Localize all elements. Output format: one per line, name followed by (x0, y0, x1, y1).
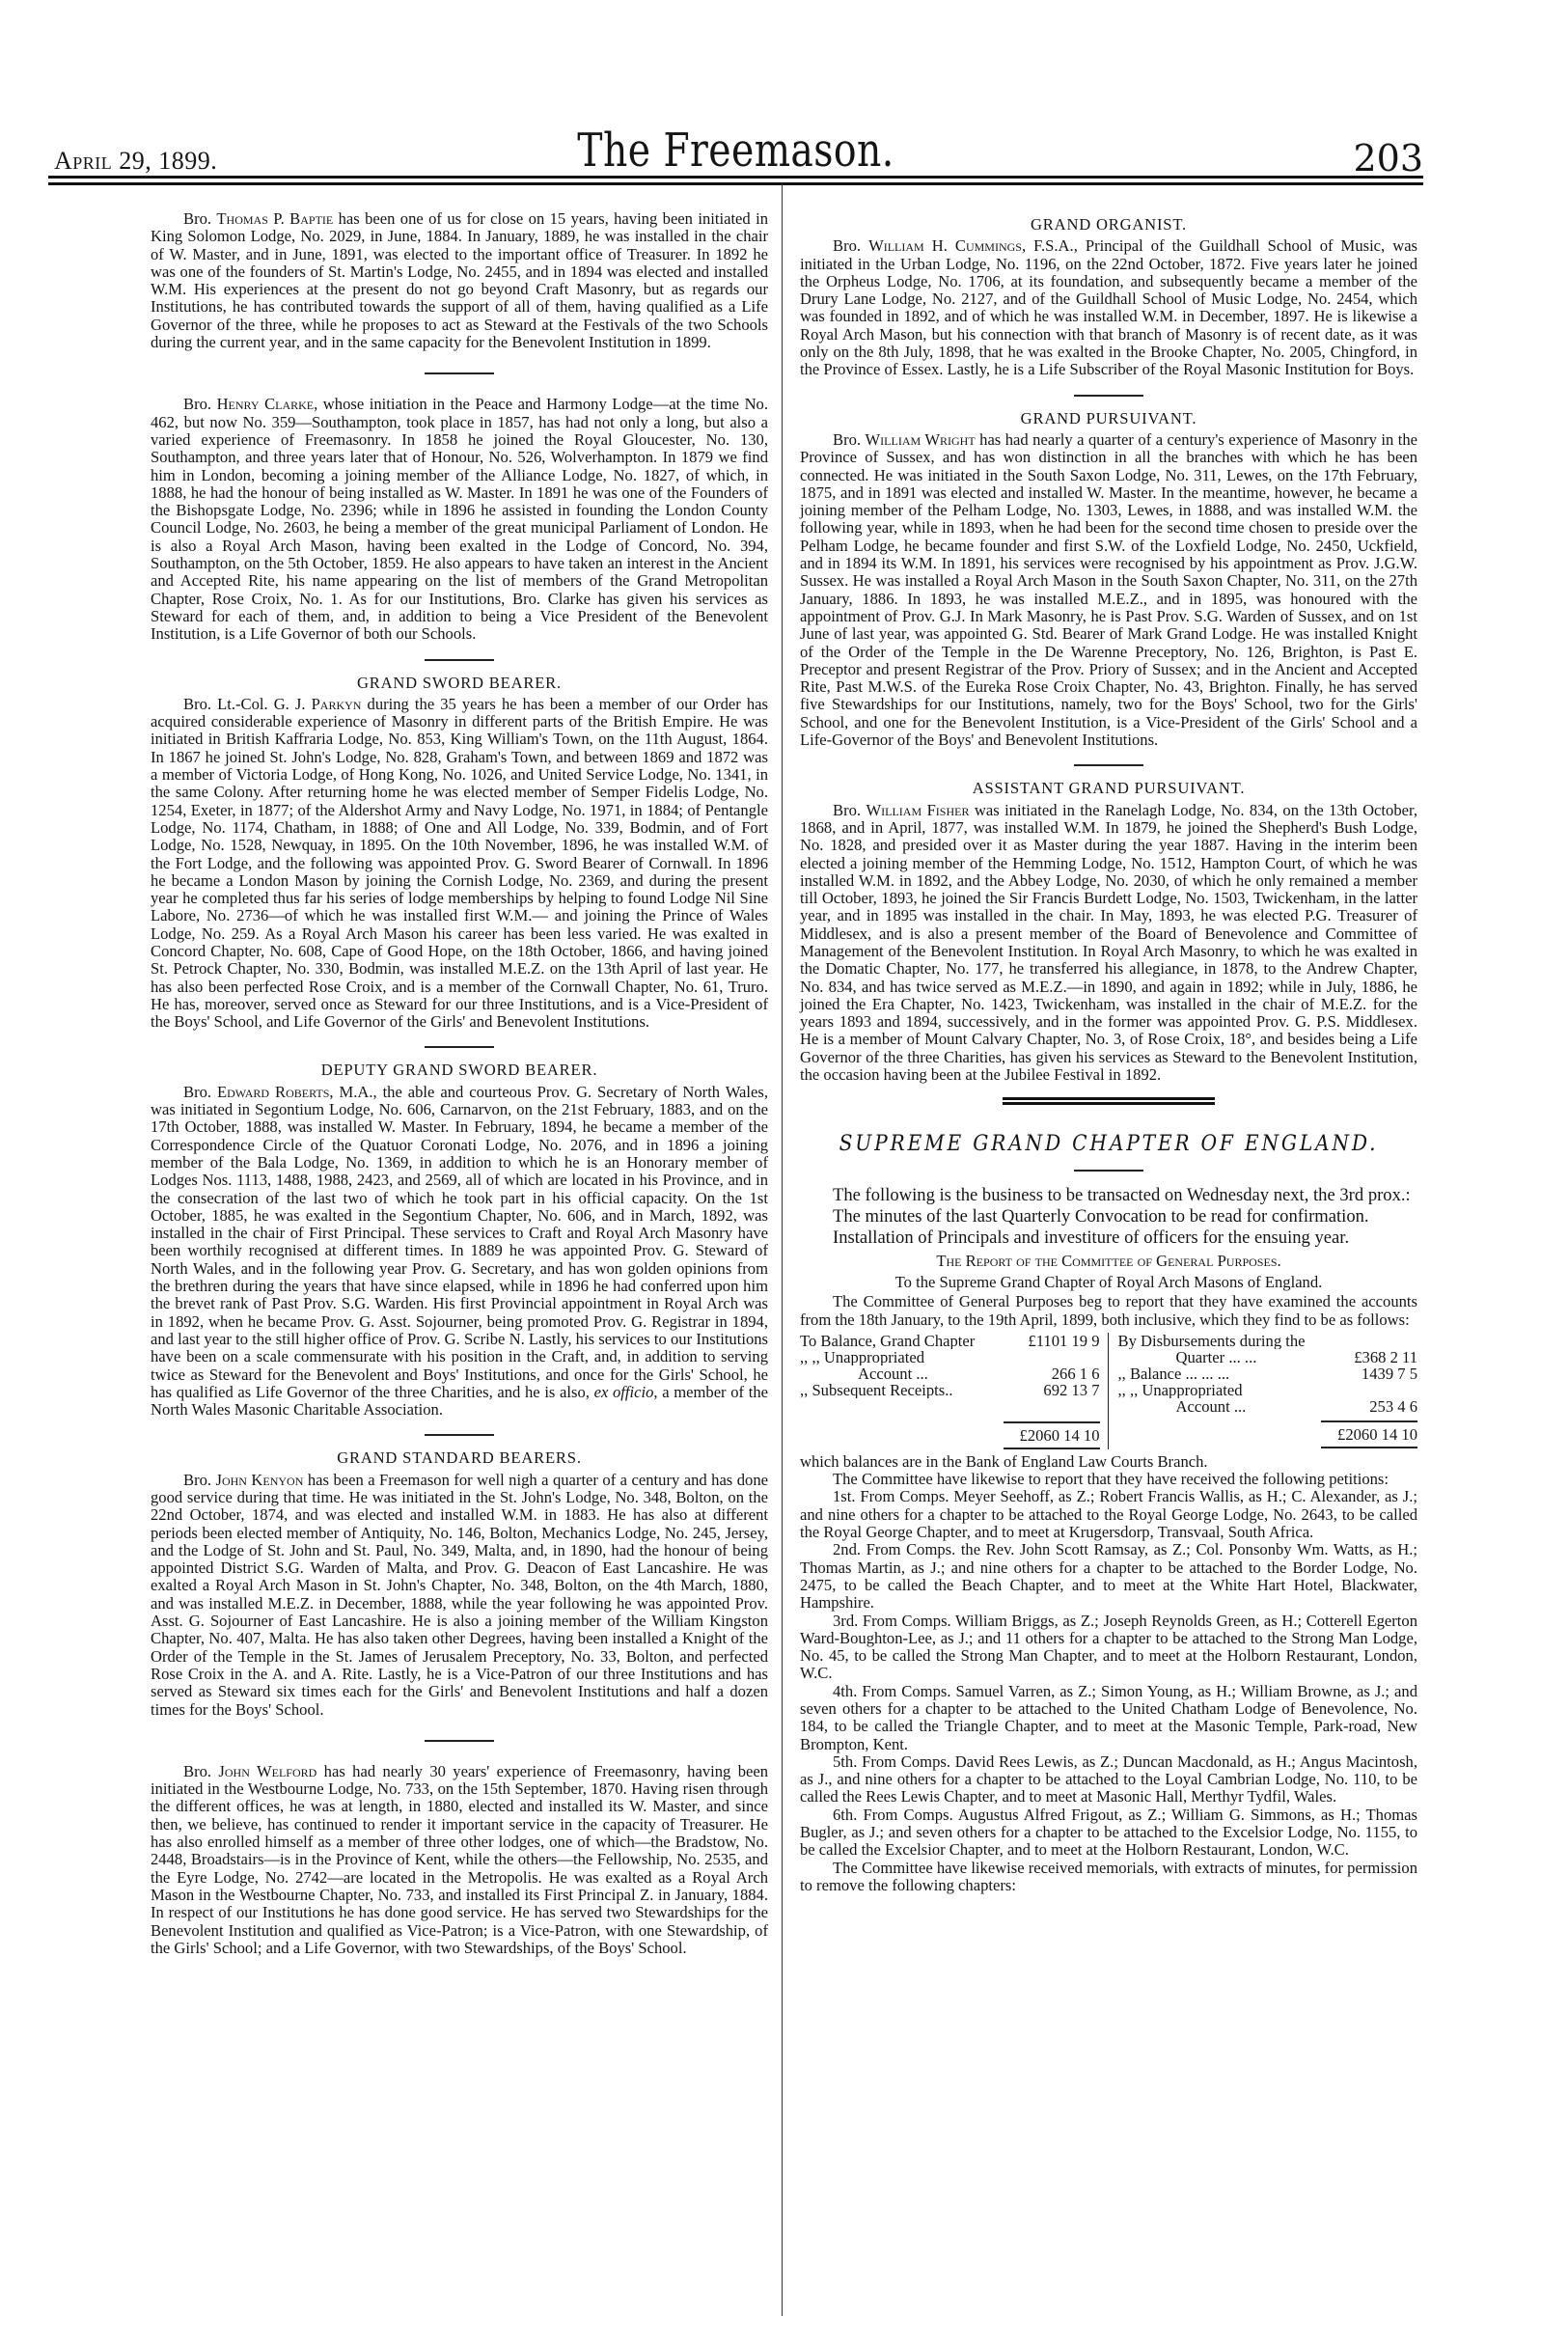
article-body: , F.S.A., Principal of the Guildhall School of Music, was initiated in the Urban Lodge, No. 1196, on the 22nd October, 1872. Five years later he joined the Orpheus Lodge, No. 1706, at its foundation, and subsequently became a member of the Drury Lane Lodge, No. 2127, and of the Guildhall School of Music Lodge, No. 2454, which was founded in 1892, and of which he was installed W.M. in December, 1897. He is likewise a Royal Arch Mason, but his connection with that branch of Masonry is of recent date, as it was only on the 8th July, 1898, that he was exalted in the Brooke Chapter, No. 2005, Chingford, in the Province of Essex. Lastly, he is a Life Subscriber of the Royal Masonic Institution for Boys. (800, 236, 1418, 379)
article-body: , M.A., the able and courteous Prov. G. Secretary of North Wales, was initiated in Segontium Lodge, No. 606, Carnarvon, on the 21st February, 1883, and on the 17th October, 1888, was installed W. Master. In February, 1894, he became a member of the Correspondence Circle of the Quatuor Coronati Lodge, No. 2076, and in 1896 a joining member of the Bala Lodge, No. 1369, in addition to which he is an Honorary member of Lodges Nos. 1113, 1488, 1988, 2423, and 2569, all of which are located in his Province, and in the consecration of the last two of which he took part in his official capacity. On the 1st October, 1885, he was exalted in the Segontium Chapter, No. 606, and in March, 1892, was installed in the chair of First Principal. These services to Craft and Royal Arch Masonry have been worthily recognised at different times. In 1889 he was appointed Prov. G. Steward of North Wales, and in the following year Prov. G. Secretary, and has won golden opinions from the brethren during the years that have since elapsed, while in 1896 he had conferred upon him the brevet rank of Past Prov. S.G. Warden. His first Provincial appointment in Royal Arch was in 1892, when he became Prov. G. Asst. Sojourner, being promoted Prov. G. Registrar in 1894, and last year to the still higher office of Prov. G. Scribe N. Lastly, his services to our Institutions have been on a scale commensurate with his position in the Craft, and, in addition to serving twice as Steward for the Benevolent and Boys' Institutions, and once for the Girls' School, he has qualified as Life Governor of the three Charities, and he is also, (151, 1082, 769, 1401)
business-intro: The following is the business to be transacted on Wednesday next, the 3rd prox.: (833, 1184, 1411, 1205)
article-roberts (151, 1084, 768, 1420)
account-label: Account ... (1175, 1397, 1247, 1415)
bro-prefix: Bro. Lt.-Col. G. J. (183, 694, 312, 713)
account-amount (1321, 1333, 1417, 1349)
section-separator (1074, 764, 1143, 766)
report-title: The Report of the Committee of General Purposes. (936, 1251, 1281, 1270)
account-label: ,, Balance ... ... ... (1117, 1365, 1230, 1382)
account-amount (1004, 1349, 1100, 1365)
article-kenyon (151, 1472, 768, 1719)
bro-prefix: Bro. (183, 1761, 219, 1780)
article-cummings (800, 237, 1417, 378)
article-double-rule (1003, 1097, 1215, 1105)
petitions-intro: The Committee have likewise to report that they have received the following petitions: (833, 1470, 1389, 1489)
account-label: ,, Subsequent Receipts.. (800, 1381, 953, 1398)
article-fisher (800, 802, 1417, 1085)
article-body: during the 35 years he has been a member of our Order has acquired considerable experience of Masonry in different parts of the British Empire. He was initiated in British Kaffraria Lodge, No. 853, King William's Town, on the 11th August, 1864. In 1867 he joined St. John's Lodge, No. 828, Graham's Town, and between 1869 and 1872 was a member of Victoria Lodge, of Hong Kong, No. 1026, and United Service Lodge, No. 1341, in the same Colony. After returning home he was elected member of Semper Fidelis Lodge, No. 1254, Exeter, in 1877; of the Aldershot Army and Navy Lodge, No. 1971, in 1884; of Pentangle Lodge, No. 1174, Chatham, in 1888; of One and All Lodge, No. 339, Bodmin, and of Fort Lodge, No. 1528, Newquay, in 1895. On the 10th November, 1896, he was installed W.M. of the Fort Lodge, and the following was appointed Prov. G. Sword Bearer of Cornwall. In 1896 he became a London Mason by joining the Cornish Lodge, No. 2369, and during the present year he completed thus far his series of lodge memberships by helping to found Lodge Nil Sine Labore, No. 2736—of which he was installed first W.M.— and joining the Prince of Wales Lodge, No. 259. As a Royal Arch Mason his career has been less varied. He was exalted in Concord Chapter, No. 608, Cape of Good Hope, on the 18th October, 1866, and having joined St. Petrock Chapter, No. 330, Bodmin, was installed M.E.Z. on the 13th April of last year. He has also been perfected Rose Croix, and is a member of the Cornwall Chapter, No. 61, Truro. He has, moreover, served once as Steward for our three Institutions, and is a Vice-President of the Boys' School, and Life Governor of the Girls' and Benevolent Institutions. (151, 694, 769, 1032)
account-amount: £368 2 11 (1354, 1347, 1417, 1366)
total-rule (1004, 1448, 1100, 1449)
account-amount (1321, 1382, 1417, 1398)
article-body: has had nearly 30 years' experience of Freemasonry, having been initiated in the Westbourne Lodge, No. 733, on the 15th September, 1870. Having risen through the different offices, he was at length, in 1880, elected and installed its W. Master, and since then, we believe, has continued to render it important service in the capacity of Treasurer. He has also enrolled himself as a member of three other lodges, one of which—the Bradstow, No. 2448, Broadstairs—is in the Province of Kent, while the others—the Fellowship, No. 2535, and the Eyre Lodge, No. 2742—are located in the Metropolis. He was exalted as a Royal Arch Mason in the Westbourne Chapter, No. 733, and installed its First Principal Z. in January, 1884. In respect of our Institutions he has done good service. He has served two Stewardships for the Benevolent Institution and qualified as Vice-Patron; is a Vice-Patron, with one Stewardship, of the Girls' School; and a Life Governor, with two Stewardships, of the Boys' School. (151, 1761, 769, 1957)
account-total-row (1118, 1426, 1418, 1443)
account-row (1118, 1365, 1418, 1382)
account-label: To Balance, Grand Chapter (800, 1332, 976, 1349)
italic-phrase: ex officio (593, 1382, 654, 1401)
section-separator (425, 1046, 494, 1048)
bank-note: which balances are in the Bank of England Law Courts Branch. (800, 1451, 1208, 1471)
business-notice (800, 1185, 1417, 1249)
bro-prefix: Bro. (183, 1470, 216, 1489)
bro-prefix: Bro. (183, 395, 217, 414)
heading-grand-sword-bearer: GRAND SWORD BEARER. (356, 673, 563, 692)
masthead (48, 118, 1423, 185)
total-rule (1321, 1447, 1417, 1448)
account-row (1118, 1398, 1418, 1415)
left-column (151, 210, 768, 1957)
account-label: ,, ,, Unappropriated (800, 1348, 925, 1365)
payments-side (1109, 1333, 1418, 1449)
heading-grand-standard-bearers: GRAND STANDARD BEARERS. (337, 1448, 582, 1468)
bro-prefix: Bro. (183, 1082, 217, 1101)
section-separator (425, 1434, 494, 1436)
account-label: Account ... (858, 1365, 928, 1382)
bro-prefix: Bro. (833, 429, 866, 449)
business-minutes: The minutes of the last Quarterly Convocation to be read for confirmation. (833, 1205, 1369, 1227)
article-body-tail: , a member of the North Wales Masonic Charitable Association. (151, 1382, 768, 1420)
bro-prefix: Bro. (833, 800, 867, 819)
account-amount: 692 13 7 (1043, 1380, 1100, 1399)
receipts-total: £2060 14 10 (1019, 1425, 1100, 1445)
accounts-table (800, 1333, 1417, 1449)
report-addressee: To the Supreme Grand Chapter of Royal Arch Masons of England. (894, 1272, 1323, 1291)
account-row (1118, 1349, 1418, 1365)
section-separator (1074, 395, 1143, 397)
account-row (1118, 1382, 1418, 1398)
account-amount: 253 4 6 (1369, 1396, 1417, 1416)
total-rule (1321, 1420, 1417, 1422)
account-label: Quarter ... ... (1175, 1348, 1257, 1365)
article-welford (151, 1763, 768, 1957)
account-amount: 1439 7 5 (1361, 1364, 1417, 1383)
account-amount: 266 1 6 (1051, 1364, 1100, 1383)
section-separator (425, 659, 494, 661)
member-name: William Wright (865, 429, 976, 449)
account-row (800, 1349, 1100, 1365)
total-rule (1004, 1421, 1100, 1423)
petition-item: 2nd. From Comps. the Rev. John Scott Ramsay, as Z.; Col. Ponsonby Wm. Watts, as H.; Thomas Martin, as J.; and nine others for a chapter to be attached to the Border Lodge, No. 2475, to be called the Beach Chapter, and to meet at the White Hart Hotel, Blackwater, Hampshire. (800, 1540, 1417, 1613)
member-name: Thomas P. Baptie (216, 209, 334, 228)
member-name: John Welford (218, 1761, 317, 1780)
bro-prefix: Bro. (183, 209, 217, 228)
business-installation: Installation of Principals and investiture of officers for the ensuing year. (833, 1227, 1350, 1248)
section-separator (425, 372, 494, 374)
column-divider (782, 183, 783, 2316)
account-row (800, 1382, 1100, 1398)
account-row (800, 1365, 1100, 1382)
article-body: was initiated in the Ranelagh Lodge, No. 834, on the 13th October, 1868, and in April, 1877, was installed W.M. In 1879, he joined the Shepherd's Bush Lodge, No. 1828, and presided over it as Master during the year 1887. Having in the interim been elected a joining member of the Hemming Lodge, No. 1512, Hampton Court, of which he was installed W.M. in 1892, and the Abbey Lodge, No. 2030, of which he only remained a member till October, 1893, he joined the Sir Francis Burdett Lodge, No. 1503, Twickenham, in the latter year, and in 1895 was installed in the chair. In May, 1893, he was elected P.G. Treasurer of Middlesex, and is also a present member of the Board of Benevolence and Committee of Management of the Benevolent Institution. In Royal Arch Masonry, to which he was exalted in the Domatic Chapter, No. 177, he transferred his allegiance, in 1878, to the Andrew Chapter, No. 834, and has twice served as M.E.Z.—in 1890, and again in 1892; while in July, 1886, he joined the Era Chapter, No. 1423, Twickenham, was installed in the chair of M.E.Z. for the years 1893 and 1894, successively, and in the former was appointed Prov. G. P.S. Middlesex. He is a member of Mount Calvary Chapter, No. 3, of Rose Croix, 18°, and besides being a Life Governor of the three Charities, has given his services as Steward to the Benevolent Institution, the occasion having been at the Jubilee Festival in 1892. (800, 800, 1418, 1085)
article-baptie (151, 210, 768, 351)
masthead-double-rule (48, 176, 1423, 185)
report-intro: The Committee of General Purposes beg to report that they have examined the accounts from the 18th January, to the 19th April, 1899, both inclusive, which they find to be as follows: (800, 1292, 1417, 1329)
member-name: William Fisher (866, 800, 970, 819)
account-row (1118, 1333, 1418, 1349)
memorials-note: The Committee have likewise received memorials, with extracts of minutes, for permission to remove the following chapters: (800, 1858, 1417, 1894)
petition-item: 5th. From Comps. David Rees Lewis, as Z.; Duncan Macdonald, as H.; Angus Macintosh, as J., and nine others for a chapter to be attached to the Loyal Cambrian Lodge, No. 110, to be called the Rees Lewis Chapter, and to meet at Masonic Hall, Merthyr Tydfil, Wales. (800, 1751, 1417, 1806)
article-wright (800, 431, 1417, 749)
heading-deputy-grand-sword-bearer: DEPUTY GRAND SWORD BEARER. (320, 1061, 598, 1080)
bro-prefix: Bro. (833, 236, 869, 256)
article-body: , whose initiation in the Peace and Harmony Lodge—at the time No. 462, but now No. 359—Southampton, took place in 1857, has had not only a long, but also a varied experience of Freemasonry. In 1858 he joined the Royal Gloucester, No. 130, Southampton, and three years later that of Honour, No. 526, Wolverhampton. In 1879 we find him in London, becoming a joining member of the Alliance Lodge, No. 1827, of which, in 1888, he had the honour of being installed as W. Master. In 1891 he was one of the Founders of the Bishopsgate Lodge, No. 2396; while in 1896 he assisted in founding the London County Council Lodge, No. 2603, he being a member of the great municipal Parliament of London. He is also a Royal Arch Mason, having been exalted in the Lodge of Concord, No. 394, Southampton, on the 5th October, 1859. He also appears to have taken an interest in the Ancient and Accepted Rite, his name appearing on the list of members of the Grand Metropolitan Chapter, Rose Croix, No. 1. As for our Institutions, Bro. Clarke has given his services as Steward for each of them, and, in addition to being a Vice President of the Benevolent Institution, is a Life Governor of both our Schools. (151, 395, 768, 644)
heading-assistant-grand-pursuivant: ASSISTANT GRAND PURSUIVANT. (972, 779, 1246, 798)
member-name: William H. Cummings (868, 236, 1022, 256)
article-clarke (151, 396, 768, 643)
member-name: Henry Clarke (216, 395, 315, 414)
publication-title: The Freemason. (577, 124, 894, 178)
heading-supreme-grand-chapter: SUPREME GRAND CHAPTER OF ENGLAND. (839, 1132, 1379, 1157)
member-name: John Kenyon (215, 1470, 304, 1489)
article-parkyn (151, 696, 768, 1032)
account-total-row (800, 1427, 1100, 1444)
account-amount: £1101 19 9 (1028, 1331, 1100, 1350)
account-row (800, 1333, 1100, 1349)
right-column (800, 210, 1417, 1894)
article-body: has been one of us for close on 15 years, having been initiated in King Solomon Lodge, No. 2029, in June, 1884. In January, 1889, he was installed in the chair of W. Master, and in June, 1891, was elected to the important office of Treasurer. In 1892 he was one of the founders of St. Martin's Lodge, No. 2455, and in 1894 was elected and installed W.M. His experiences at the present do not go beyond Craft Masonry, but as regards our Institutions, he has contributed towards the support of all of them, having qualified as a Life Governor of the three, while he proposes to act as Steward at the Festivals of the two Schools during the current year, and in the same capacity for the Benevolent Institution in 1899. (151, 209, 768, 352)
petition-item: 6th. From Comps. Augustus Alfred Frigout, as Z.; William G. Simmons, as H.; Thomas Bugler, as J.; and seven others for a chapter to be attached to the Excelsior Lodge, No. 1155, to be called the Excelsior Chapter, and to meet at the Holborn Restaurant, London, W.C. (800, 1805, 1417, 1860)
heading-grand-pursuivant: GRAND PURSUIVANT. (1020, 408, 1197, 427)
page-number: 203 (1353, 137, 1423, 179)
article-body: has been a Freemason for well nigh a quarter of a century and has done good service during that time. He was initiated in the St. John's Lodge, No. 348, Bolton, on the 22nd October, 1874, and was elected and installed W.M. in 1883. He has also at different periods been elected member of Antiquity, No. 146, Bolton, Mechanics Lodge, No. 245, Jersey, and the Lodge of St. John and St. Paul, No. 349, Malta, and, in 1890, had the honour of being appointed District S.G. Warden of Malta, and Prov. G. Deacon of East Lancashire. He was exalted a Royal Arch Mason in St. John's Chapter, No. 348, Bolton, on the 4th March, 1880, and was installed M.E.Z. in December, 1888, while the year following he was appointed Prov. Asst. G. Sojourner of East Lancashire. He is also a joining member of the William Kingston Chapter, No. 407, Malta. He has also taken other Degrees, having been installed a Knight of the Order of the Temple in the St. James of Jerusalem Preceptory, No. 33, Bolton, and perfected Rose Croix in the A. and A. Rite. Lastly, he is a Vice-Patron of our three Institutions and has served as Steward six times each for the Girls' and Benevolent Institutions and half a dozen times for the Boys' School. (151, 1470, 768, 1719)
member-name: Edward Roberts (216, 1082, 330, 1101)
payments-total: £2060 14 10 (1337, 1424, 1417, 1444)
article-body: has had nearly a quarter of a century's experience of Masonry in the Province of Sussex, and has won distinction in all the branches with which he has been connected. He was initiated in the South Saxon Lodge, No. 311, Lewes, on the 17th February, 1875, and in 1891 was elected and installed W. Master. In the meantime, however, he became a joining member of the Pelham Lodge, No. 1303, Lewes, in 1888, and was installed W.M. the following year, while in 1893, when he had been for the second time chosen to preside over the Pelham Lodge, he became founder and first S.W. of the Loxfield Lodge, No. 2450, Uckfield, and in 1894 its W.M. In 1891, his services were recognised by his appointment as Prov. J.G.W. Sussex. He was installed a Royal Arch Mason in the South Saxon Chapter, No. 311, on the 27th January, 1886. In 1893, he was installed M.E.Z., and in 1895, was honoured with the appointment of Prov. G.J. In Mark Masonry, he is Past Prov. S.G. Warden of Sussex, and on 1st June of last year, was appointed G. Std. Bearer of Mark Grand Lodge. He was installed Knight of the Order of the Temple in the De Warenne Preceptory, No. 126, Brighton, is Past E. Preceptor and present Registrar of the Prov. Priory of Sussex; and in the Ancient and Accepted Rite, Past M.W.S. of the Eureka Rose Croix Chapter, No. 43, Brighton. Finally, he has served five Stewardships for our Institutions, namely, two for the Boys' School, two for the Girls' School, and one for the Benevolent Institution, is a Vice-President of the Girls' School and a Life-Governor of the Boys' and Benevolent Institutions. (800, 429, 1417, 750)
account-label: By Disbursements during the (1117, 1332, 1306, 1349)
petition-item: 3rd. From Comps. William Briggs, as Z.; Joseph Reynolds Green, as H.; Cotterell Egerton Ward-Boughton-Lee, as J.; and 11 others for a chapter to be attached to the Strong Man Lodge, No. 45, to be called the Strong Man Chapter, and to meet at the Holborn Restaurant, London, W.C. (800, 1611, 1417, 1683)
receipts-side (800, 1333, 1109, 1449)
petition-item: 4th. From Comps. Samuel Varren, as Z.; Simon Young, as H.; William Browne, as J.; and seven others for a chapter to be attached to the United Chatham Lodge of Benevolence, No. 184, to be called the Triangle Chapter, and to meet at the Masonic Temple, Park-road, New Brompton, Kent. (800, 1681, 1417, 1753)
petition-item: 1st. From Comps. Meyer Seehoff, as Z.; Robert Francis Wallis, as H.; C. Alexander, as J.; and nine others for a chapter to be attached to the Royal George Lodge, No. 2643, to be called the Royal George Chapter, and to meet at Krugersdorp, Transvaal, South Africa. (800, 1487, 1417, 1542)
account-label: ,, ,, Unappropriated (1117, 1381, 1243, 1398)
section-separator (425, 1740, 494, 1742)
issue-date: April 29, 1899. (54, 147, 218, 175)
member-name: Parkyn (311, 694, 362, 713)
section-separator (1074, 1170, 1143, 1172)
heading-grand-organist: GRAND ORGANIST. (1031, 215, 1187, 234)
